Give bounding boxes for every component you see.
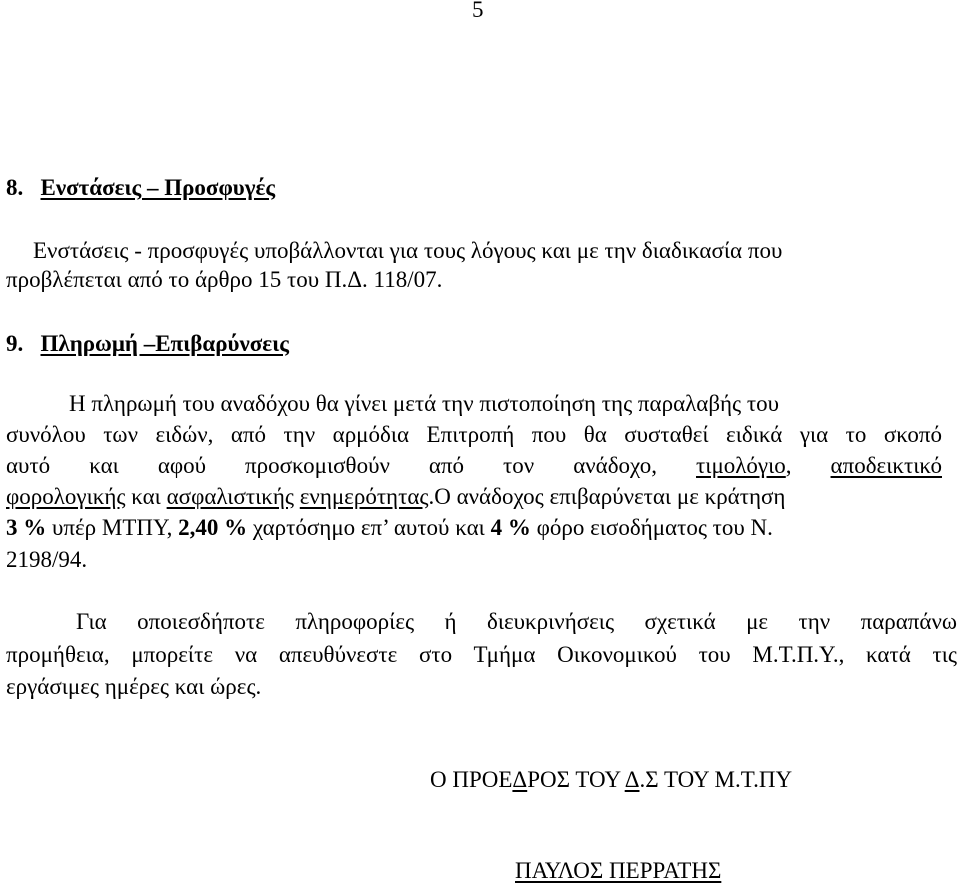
section-8-paragraph-line-1: Ενστάσεις - προσφυγές υποβάλλονται για τους λόγους και με την διαδικασία που (33, 238, 783, 263)
comma: , (785, 453, 792, 478)
section-9-line-4 (6, 483, 785, 511)
tax-link: φορολογικής (6, 484, 126, 509)
section-9-line-4-rest: .Ο ανάδοχος επιβαρύνεται με κράτηση (428, 484, 786, 509)
section-8-heading (6, 174, 275, 202)
info-line-3: εργάσιμες ημέρες και ώρες. (6, 674, 262, 699)
section-9-heading (6, 330, 289, 358)
signature-title-part: .Σ ΤΟΥ Μ.Τ.ΠΥ (639, 767, 793, 792)
stamp-percent: 2,40 % (178, 515, 248, 540)
signature-name: ΠΑΥΛΟΣ ΠΕΡΡΑΤΗΣ (515, 858, 722, 883)
signature-title-part: Ο ΠΡΟΕ (430, 767, 513, 792)
info-line-1: Για οποιεσδήποτε πληροφορίες ή διευκρινήσεις σχετικά με την παραπάνω (76, 609, 957, 634)
signature-title-underlined-letter: Δ (624, 767, 640, 792)
invoice-link: τιμολόγιο (696, 453, 786, 478)
and-word: και (131, 484, 161, 509)
section-9-line-3 (6, 452, 942, 480)
section-8-number: 8. (6, 175, 24, 200)
insurance-link: ασφαλιστικής (166, 484, 295, 509)
mtpy-text: υπέρ ΜΤΠΥ, (52, 515, 173, 540)
signature-title (430, 766, 792, 794)
signature-title-part: ΡΟΣ ΤΟΥ (527, 767, 621, 792)
income-tax-percent: 4 % (490, 515, 531, 540)
info-line-2: προμήθεια, μπορείτε να απευθύνεστε στο Τμήμα Οικονομικού του Μ.Τ.Π.Υ., κατά τις (6, 642, 957, 667)
section-9-line-3-text: αυτό και αφού προσκομισθούν από τον ανάδοχο, (6, 453, 657, 478)
section-9-line-1: Η πληρωμή του αναδόχου θα γίνει μετά την πιστοποίηση της παραλαβής του (69, 391, 780, 416)
section-9-title: Πληρωμή –Επιβαρύνσεις (40, 331, 289, 356)
mtpy-percent: 3 % (6, 515, 47, 540)
section-9-line-6: 2198/94. (6, 547, 88, 572)
section-8-paragraph-line-2: προβλέπεται από το άρθρο 15 του Π.Δ. 118/07. (6, 267, 443, 292)
section-8-title: Ενστάσεις – Προσφυγές (40, 175, 276, 200)
section-9-number: 9. (6, 331, 24, 356)
certificate-link: αποδεικτικό (830, 453, 942, 478)
page-number: 5 (472, 0, 484, 22)
section-9-line-2: συνόλου των ειδών, από την αρμόδια Επιτροπή που θα συσταθεί ειδικά για το σκοπό (6, 422, 942, 447)
section-9-line-5 (6, 514, 773, 542)
stamp-text: χαρτόσημο επ’ αυτού και (252, 515, 485, 540)
income-tax-text: φόρο εισοδήματος του Ν. (536, 515, 773, 540)
clearance-link: ενημερότητας (299, 484, 429, 509)
signature-title-underlined-letter: Δ (512, 767, 528, 792)
